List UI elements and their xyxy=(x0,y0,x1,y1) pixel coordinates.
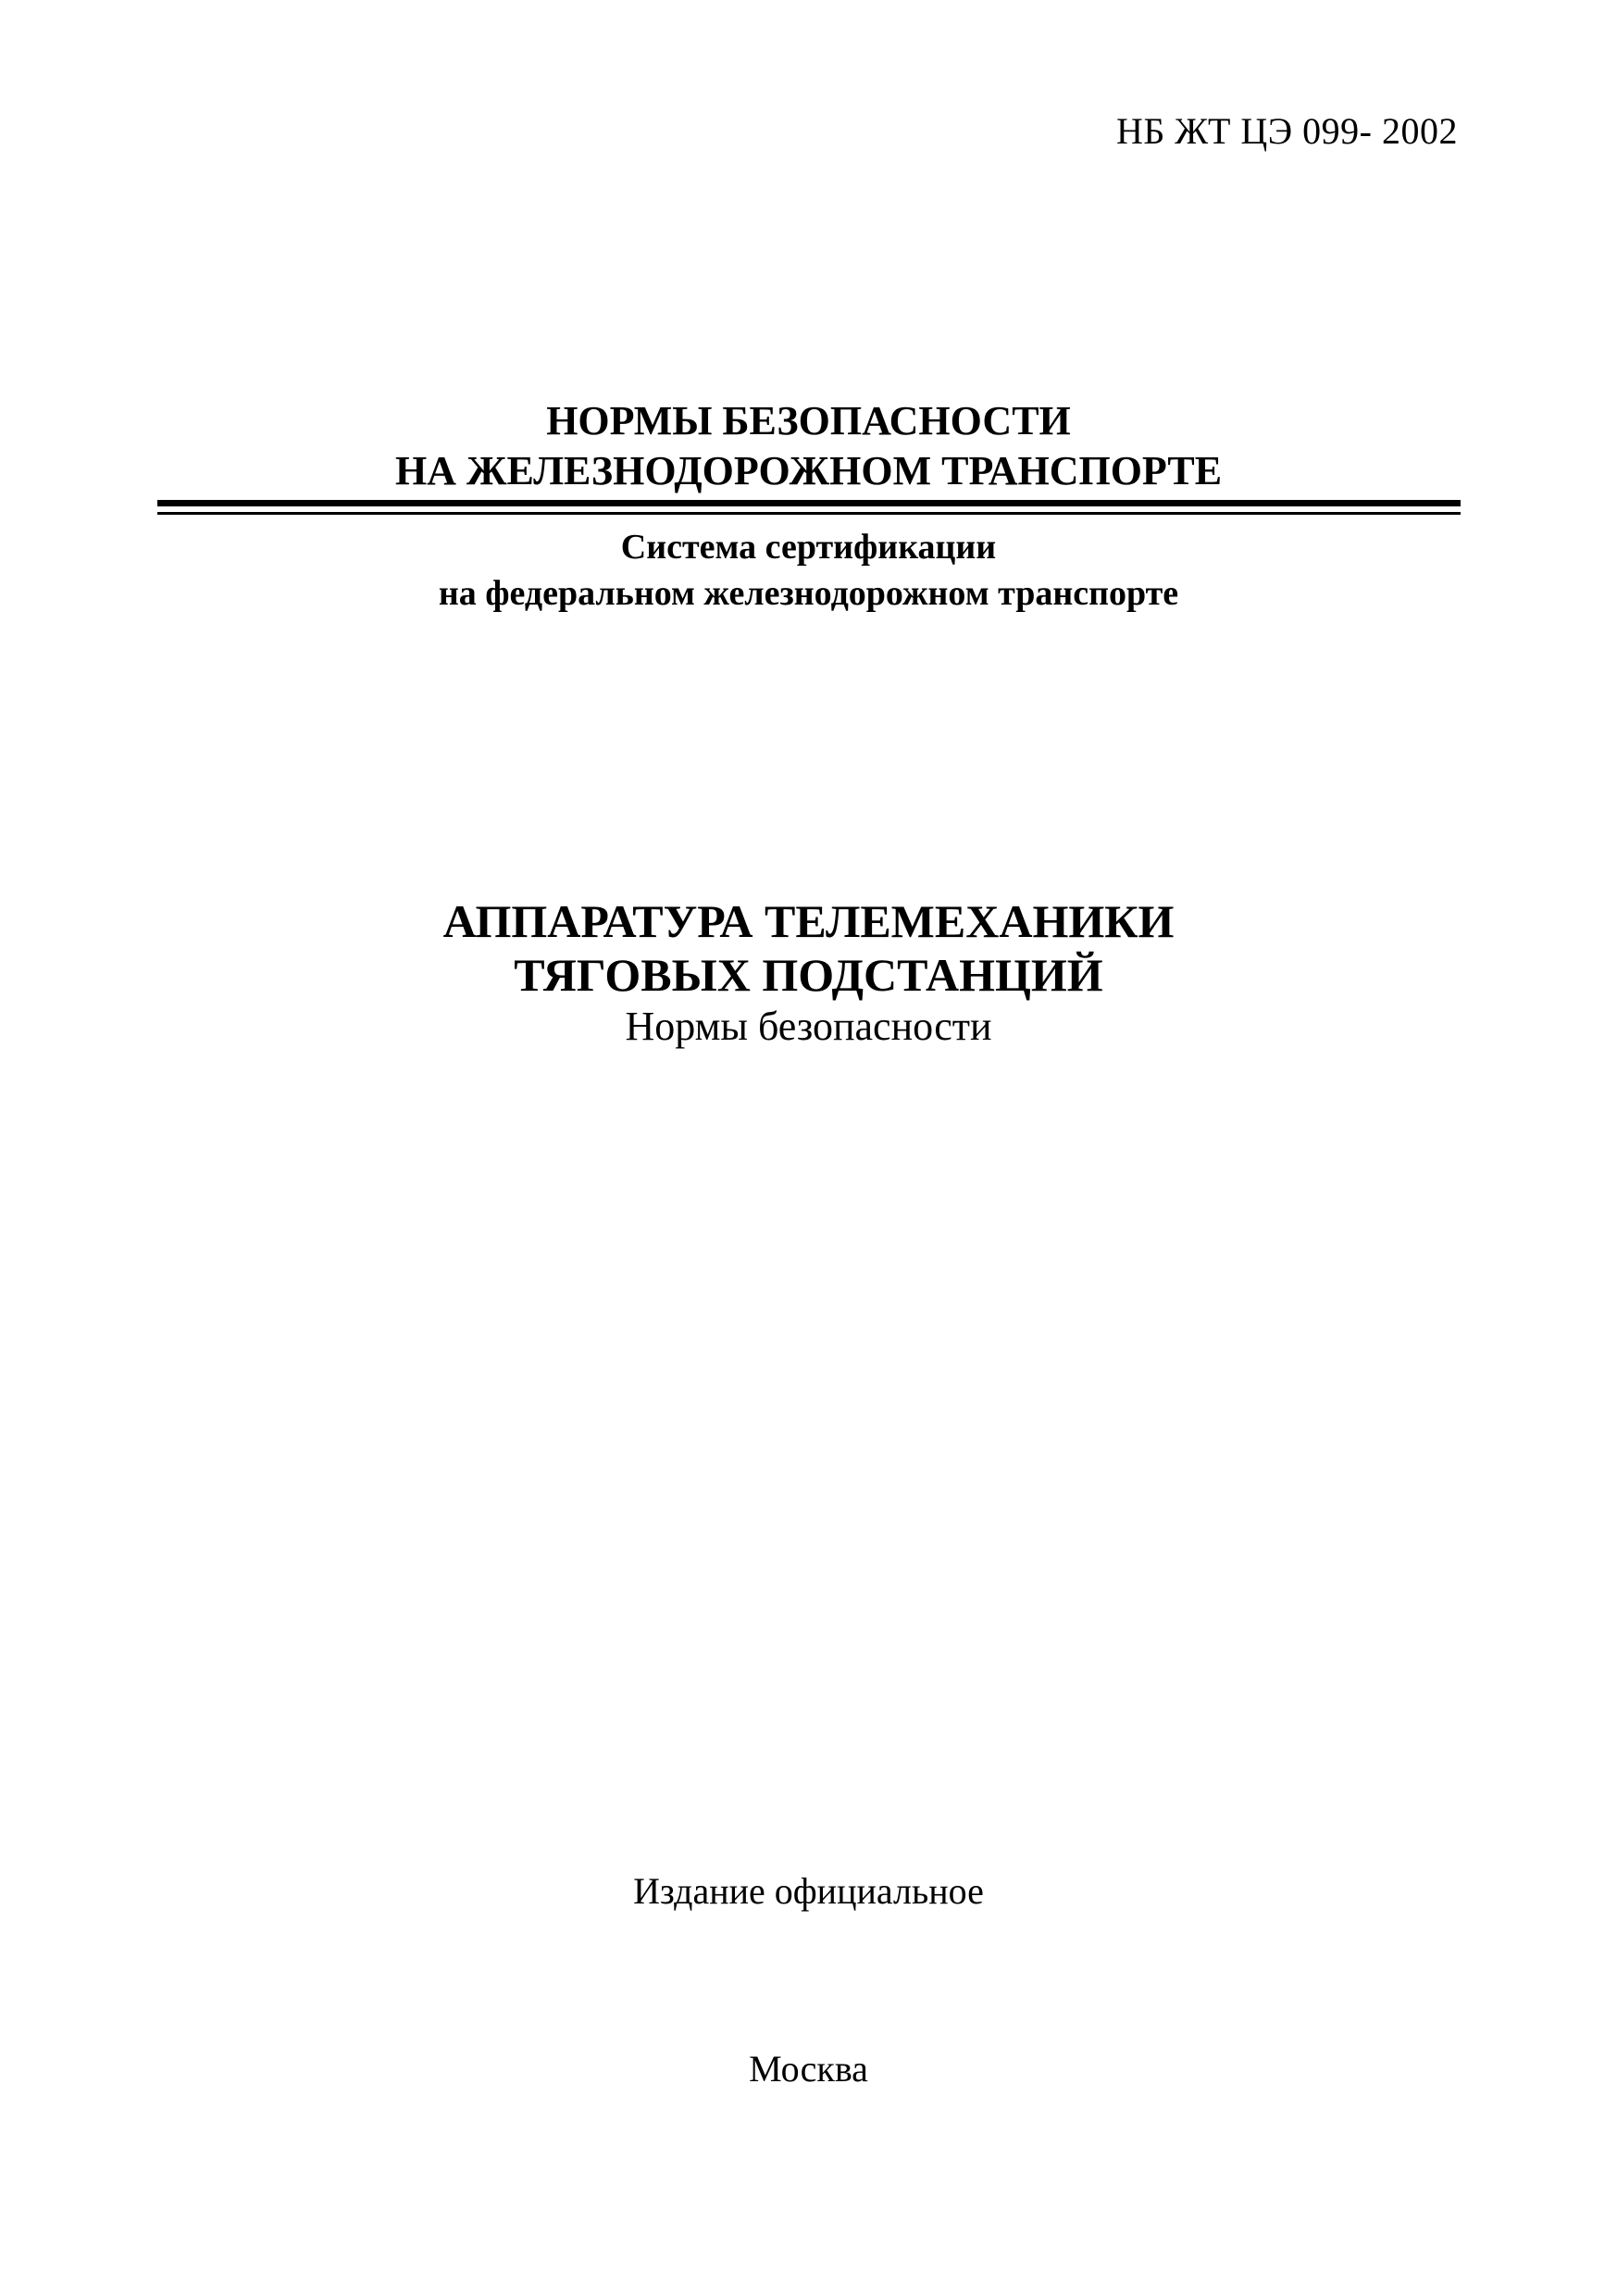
header-rule-thin xyxy=(157,512,1461,515)
certification-system-title xyxy=(0,524,1617,617)
main-title xyxy=(0,894,1617,1002)
header-title xyxy=(0,396,1617,496)
header-rule-thick xyxy=(157,500,1461,506)
main-subtitle: Нормы безопасности xyxy=(625,1004,992,1049)
main-title-line-2: ТЯГОВЫХ ПОДСТАНЦИЙ xyxy=(514,949,1103,1001)
header-title-line-1: НОРМЫ БЕЗОПАСНОСТИ xyxy=(546,398,1071,443)
document-code: НБ ЖТ ЦЭ 099- 2002 xyxy=(1115,110,1458,152)
edition-note: Издание официальное xyxy=(633,1870,984,1912)
certification-system-line-1: Система сертификации xyxy=(620,528,997,567)
main-title-line-1: АППАРАТУРА ТЕЛЕМЕХАНИКИ xyxy=(442,895,1175,947)
certification-system-line-2: на федеральном железнодорожном транспорте xyxy=(438,574,1179,613)
publication-city: Москва xyxy=(749,2048,868,2090)
header-title-line-2: НА ЖЕЛЕЗНОДОРОЖНОМ ТРАНСПОРТЕ xyxy=(394,448,1223,493)
